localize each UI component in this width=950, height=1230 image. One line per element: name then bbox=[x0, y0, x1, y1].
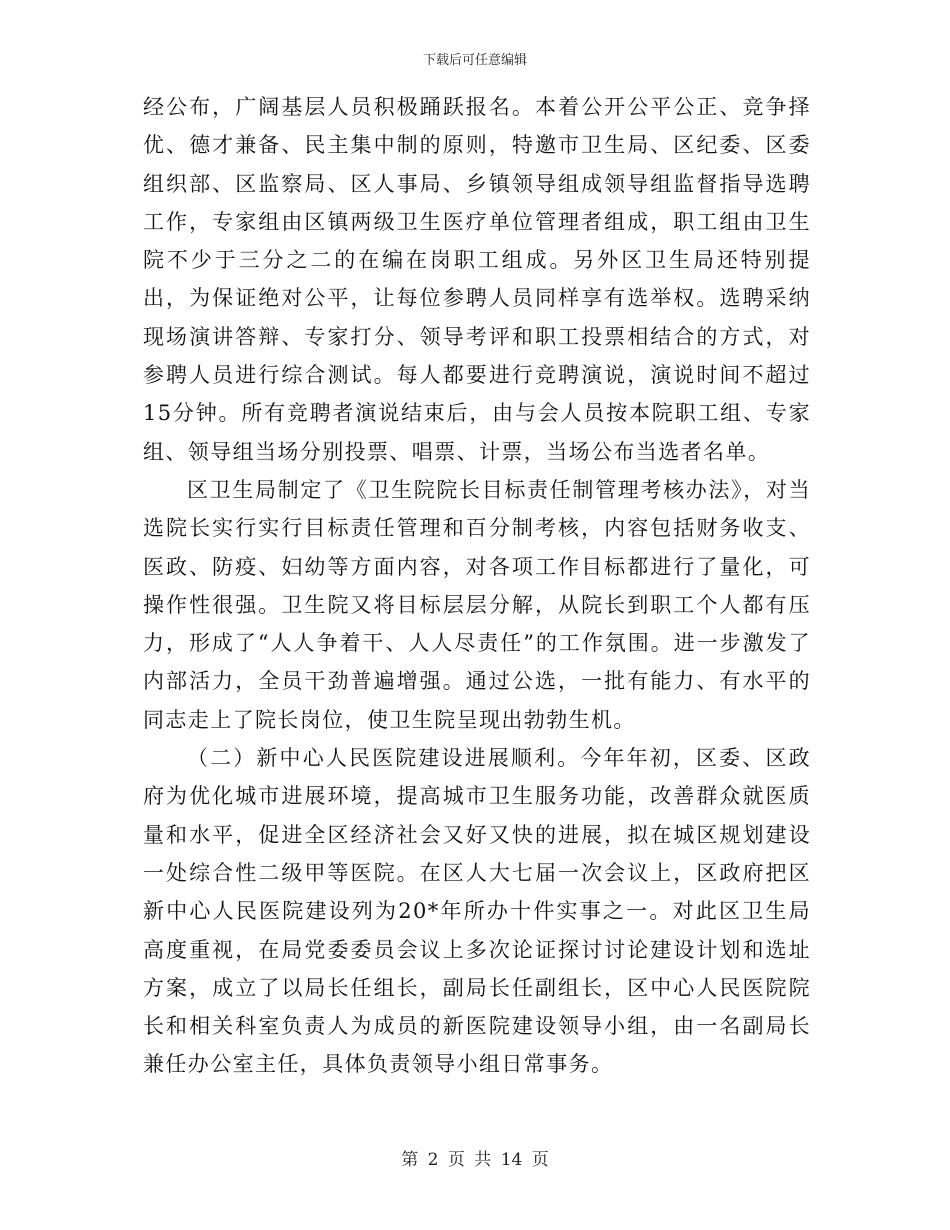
page-header-note: 下载后可任意编辑 bbox=[422, 53, 527, 68]
paragraph-new-hospital: （二）新中心人民医院建设进展顺利。今年年初，区委、区政府为优化城市进展环境，提高城市卫生服务功能，改善群众就医质量和水平，促进全区经济社会又好又快的进展，拟在城区规划建设一处综合性二级甲等医院。在区人大七届一次会议上，区政府把区新中心人民医院建设列为20*年所办十件实事之一。对此区卫生局高度重视，在局党委委员会议上多次论证探讨讨论建设计划和选址方案，成立了以局长任组长，副局长任副组长，区中心人民医院院长和相关科室负责人为成员的新医院建设领导小组，由一名副局长兼任办公室主任，具体负责领导小组日常事务。 bbox=[143, 746, 811, 1077]
paragraph-continued: 经公布，广阔基层人员积极踊跃报名。本着公开公平公正、竞争择优、德才兼备、民主集中制的原则，特邀市卫生局、区纪委、区委组织部、区监察局、区人事局、乡镇领导组成领导组监督指导选聘工作，专家组由区镇两级卫生医疗单位管理者组成，职工组由卫生院不少于三分之二的在编在岗职工组成。另外区卫生局还特别提出，为保证绝对公平，让每位参聘人员同样享有选举权。选聘采纳现场演讲答辩、专家打分、领导考评和职工投票相结合的方式，对参聘人员进行综合测试。每人都要进行竞聘演说，演说时间不超过15分钟。所有竞聘者演说结束后，由与会人员按本院职工组、专家组、领导组当场分别投票、唱票、计票，当场公布当选者名单。 bbox=[143, 95, 811, 464]
document-body bbox=[143, 88, 811, 1084]
paragraph-assessment: 区卫生局制定了《卫生院院长目标责任制管理考核办法》，对当选院长实行实行目标责任管理和百分制考核，内容包括财务收支、医政、防疫、妇幼等方面内容，对各项工作目标都进行了量化，可操作性很强。卫生院又将目标层层分解，从院长到职工个人都有压力，形成了“人人争着干、人人尽责任”的工作氛围。进一步激发了内部活力，全员干劲普遍增强。通过公选，一批有能力、有水平的同志走上了院长岗位，使卫生院呈现出勃勃生机。 bbox=[143, 477, 811, 732]
page-number: 第 2 页 共 14 页 bbox=[401, 1150, 549, 1170]
